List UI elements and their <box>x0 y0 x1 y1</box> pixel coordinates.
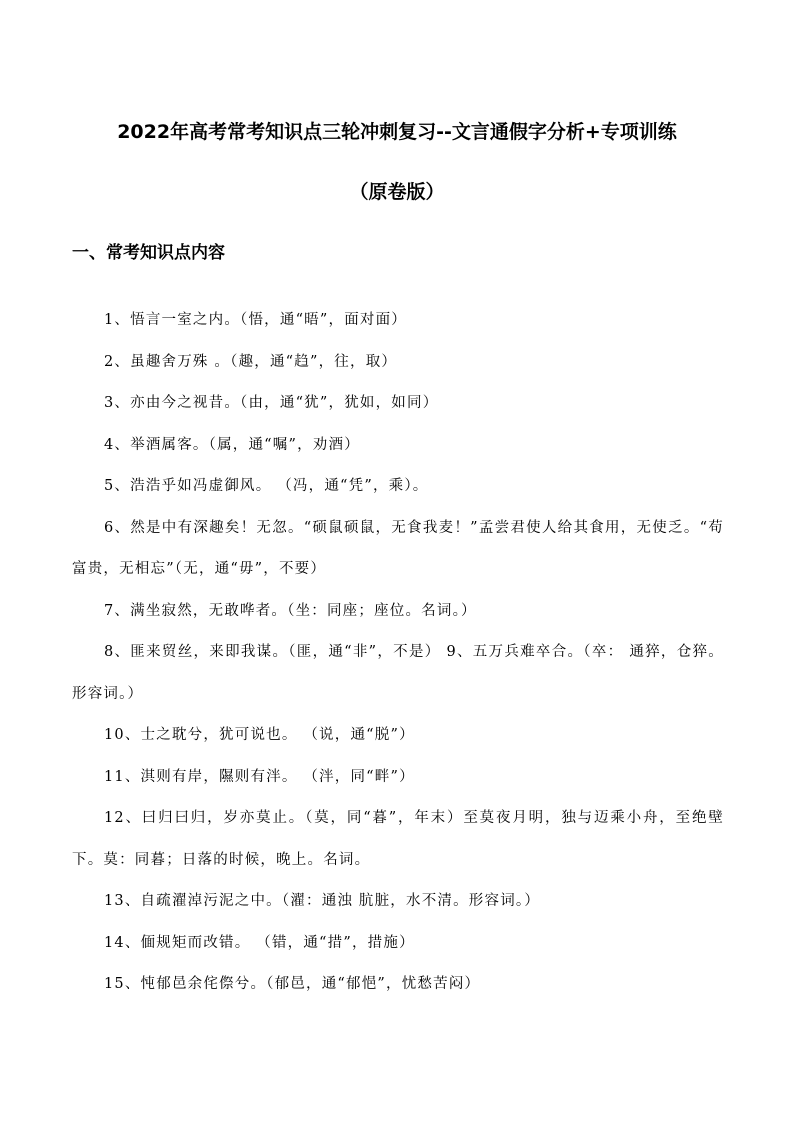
section-heading: 一、常考知识点内容 <box>72 243 225 263</box>
list-item: 2、虽趣舍万殊 。（趣，通“趋”，往，取） <box>104 353 398 370</box>
list-item: 3、亦由今之视昔。（由，通“犹”，犹如，如同） <box>104 395 439 411</box>
document-subtitle: （原卷版） <box>349 181 445 203</box>
list-item: 1、悟言一室之内。（悟，通“晤”，面对面） <box>104 312 407 328</box>
list-item: 5、浩浩乎如冯虚御风。 （冯，通“凭”，乘）。 <box>104 478 429 494</box>
list-item: 12、曰归曰归，岁亦莫止。（莫，同“暮”，年末）至莫夜月明，独与迈乘小舟，至绝壁下。莫：同暮；日落的时候，晚上。名词。 <box>72 810 724 868</box>
list-item: 10、士之耽兮，犹可说也。 （说，通“脱”） <box>104 727 415 743</box>
list-item: 11、淇则有岸，隰则有泮。 （泮，同“畔”） <box>104 768 415 785</box>
list-item: 13、自疏濯淖污泥之中。（濯：通浊 肮脏，水不清。形容词。） <box>104 893 541 909</box>
list-item: 7、满坐寂然，无敢哗者。（坐：同座；座位。名词。） <box>104 602 477 619</box>
list-item: 4、举酒属客。（属，通“嘱”，劝酒） <box>104 436 360 453</box>
list-item: 15、忳郁邑余侘傺兮。（郁邑，通“郁悒”，忧愁苦闷） <box>104 976 481 992</box>
document-title: 2022年高考常考知识点三轮冲刺复习--文言通假字分析+专项训练 <box>117 121 677 143</box>
list-item: 6、然是中有深趣矣！无忽。“硕鼠硕鼠，无食我麦！”孟尝君使人给其食用，无使乏。“苟富贵，无相忘”（无，通“毋”，不要） <box>72 519 724 577</box>
item-list <box>72 300 724 1006</box>
list-item: 8、匪来贸丝，来即我谋。（匪，通“非”，不是） 9、五万兵难卒合。（卒： 通猝，仓猝。形容词。） <box>72 644 724 702</box>
list-item: 14、偭规矩而改错。 （错，通“措”，措施） <box>104 934 415 951</box>
